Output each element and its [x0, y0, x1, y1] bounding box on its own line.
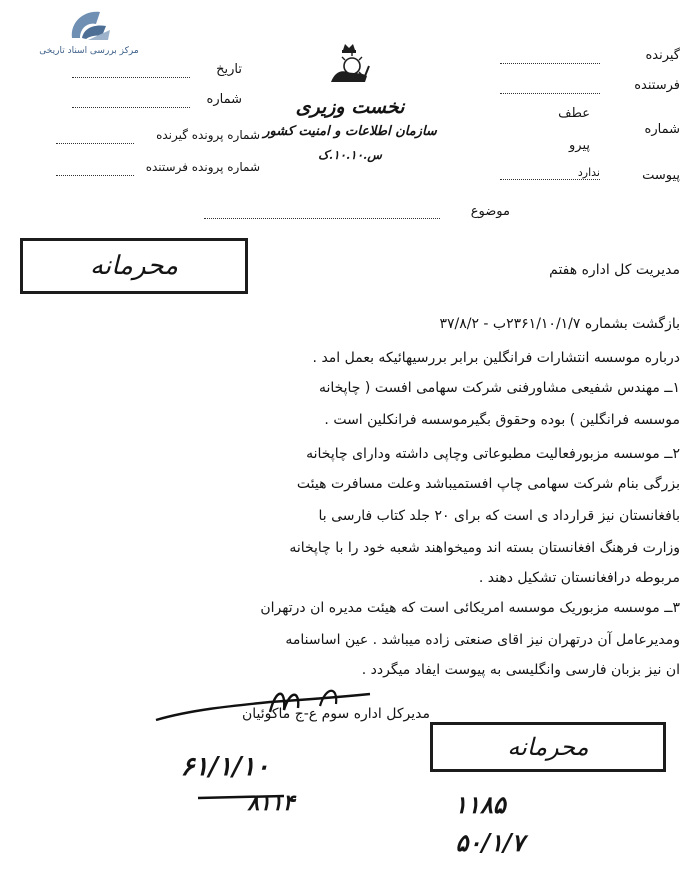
lion-and-sun-emblem-icon	[325, 42, 373, 88]
subject-label: موضوع	[470, 204, 510, 219]
header-value-recipient	[500, 62, 600, 64]
confidential-stamp-bottom	[430, 722, 666, 772]
header-value-attachment: ندارد	[500, 166, 600, 180]
handwritten-date-left: ۶۱/۱/۱۰	[180, 752, 270, 782]
letter-line-1: درباره موسسه انتشارات فرانگلین برابر بررسیهائیکه بعمل امد .	[312, 350, 680, 366]
letter-line-11: ان نیز بزبان فارسی وانگلیسی به پیوست ایفاد میگردد .	[361, 662, 680, 678]
letter-reference: بازگشت بشماره ۲۳۶۱/۱۰/۱/۷ب - ۳۷/۸/۲	[439, 316, 680, 332]
handwritten-date-right: ۵۰/۱/۷	[455, 828, 525, 857]
subject-line	[204, 217, 440, 219]
header-value-sender-file	[56, 174, 134, 176]
header-label-recipient: گیرنده	[645, 48, 680, 63]
header-value-number-left	[72, 106, 190, 108]
letter-line-2: ۱ــ مهندس شفیعی مشاورفنی شرکت سهامی افست ( چاپخانه	[318, 380, 680, 396]
header-value-reference-atf: عطف	[558, 106, 590, 121]
header-label-sender-file: شماره پرونده فرستنده	[145, 160, 260, 174]
header-value-receiver-file	[56, 142, 134, 144]
letter-line-10: ومدیرعامل آن درتهران نیز اقای صنعتی زاده میباشد . عین اساسنامه	[285, 632, 680, 648]
letter-line-3: موسسه فرانگلین ) بوده وحقوق بگیرموسسه فرانکلین است .	[324, 412, 680, 428]
letter-line-5: بزرگی بنام شرکت سهامی چاپ افستمیباشد وعلت مسافرت هیئت	[296, 476, 680, 492]
header-label-number-left: شماره	[206, 92, 242, 107]
header-label-receiver-file: شماره پرونده گیرنده	[156, 128, 260, 142]
letter-addressee: مدیریت کل اداره هفتم	[549, 262, 680, 278]
header-label-attachment: پیوست	[642, 168, 680, 183]
letter-line-9: ۳ــ موسسه مزبوریک موسسه امریکائی است که هیئت مدیره ان درتهران	[260, 600, 680, 616]
confidential-stamp-top	[20, 238, 248, 294]
header-label-number-right: شماره	[644, 122, 680, 137]
letter-line-4: ۲ــ موسسه مزبورفعالیت مطبوعاتی وچاپی داشته ودارای چاپخانه	[306, 446, 680, 462]
header-value-sender	[500, 92, 600, 94]
handwritten-number-left: ۸۱۱۴	[247, 790, 295, 816]
letter-line-7: وزارت فرهنگ افغانستان بسته اند ومیخواهند شعبه خود را با چاپخانه	[289, 540, 680, 556]
confidential-stamp-top-text: محرمانه	[89, 251, 179, 281]
letter-line-8: مربوطه درافغانستان تشکیل دهند .	[478, 570, 680, 586]
archive-logo-icon	[66, 8, 114, 44]
header-label-sender: فرستنده	[634, 78, 680, 93]
signature-line: مدیرکل اداره سوم ع-ج ماکوئیان	[241, 706, 430, 722]
watermark	[14, 8, 164, 58]
header-label-date: تاریخ	[216, 62, 242, 77]
header-value-reference-pairo: پیرو	[569, 138, 590, 153]
org-name-secondary: سازمان اطلاعات و امنیت کشور	[263, 124, 437, 139]
header-value-date	[72, 76, 190, 78]
confidential-stamp-bottom-text: محرمانه	[507, 733, 589, 761]
org-name-primary: نخست وزیری	[295, 96, 405, 118]
org-code: س.۱۰.۱۰.ک	[318, 148, 382, 162]
handwritten-signature	[150, 680, 390, 730]
handwritten-number-right: ۱۱۸۵	[454, 790, 506, 819]
watermark-text: مرکز بررسی اسناد تاریخی	[39, 46, 139, 56]
letter-line-6: بافغانستان نیز قرارداد ی است که برای ۲۰ جلد کتاب فارسی با	[318, 508, 680, 524]
